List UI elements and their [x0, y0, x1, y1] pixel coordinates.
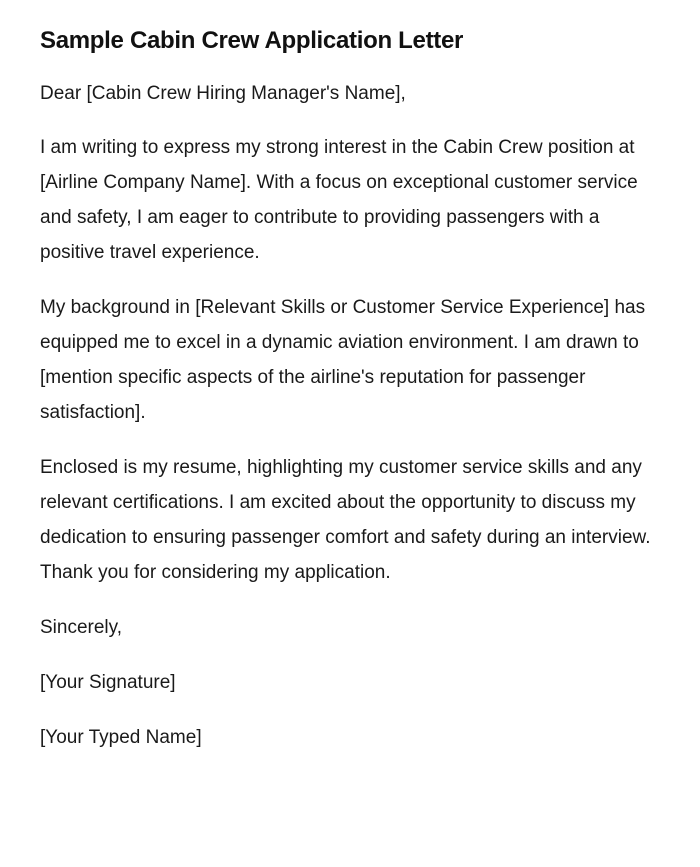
closing: Sincerely, [40, 617, 123, 638]
body-paragraph-enclosure: Enclosed is my resume, highlighting my customer service skills and any relevant certifications. I am excited about the opportunity to discuss my dedication to ensuring passenger comfort and safety during an interview. Thank you for considering my application. [40, 457, 651, 583]
typed-name-placeholder: [Your Typed Name] [40, 727, 202, 748]
page-title: Sample Cabin Crew Application Letter [40, 27, 464, 54]
greeting: Dear [Cabin Crew Hiring Manager's Name], [40, 83, 406, 104]
body-paragraph-intro: I am writing to express my strong interest in the Cabin Crew position at [Airline Company Name]. With a focus on exceptional customer service and safety, I am eager to contribute to providing passengers with a positive travel experience. [40, 137, 638, 263]
body-paragraph-background: My background in [Relevant Skills or Customer Service Experience] has equipped me to excel in a dynamic aviation environment. I am drawn to [mention specific aspects of the airline's reputation for passenger satisfaction]. [40, 297, 646, 423]
signature-placeholder: [Your Signature] [40, 672, 176, 693]
